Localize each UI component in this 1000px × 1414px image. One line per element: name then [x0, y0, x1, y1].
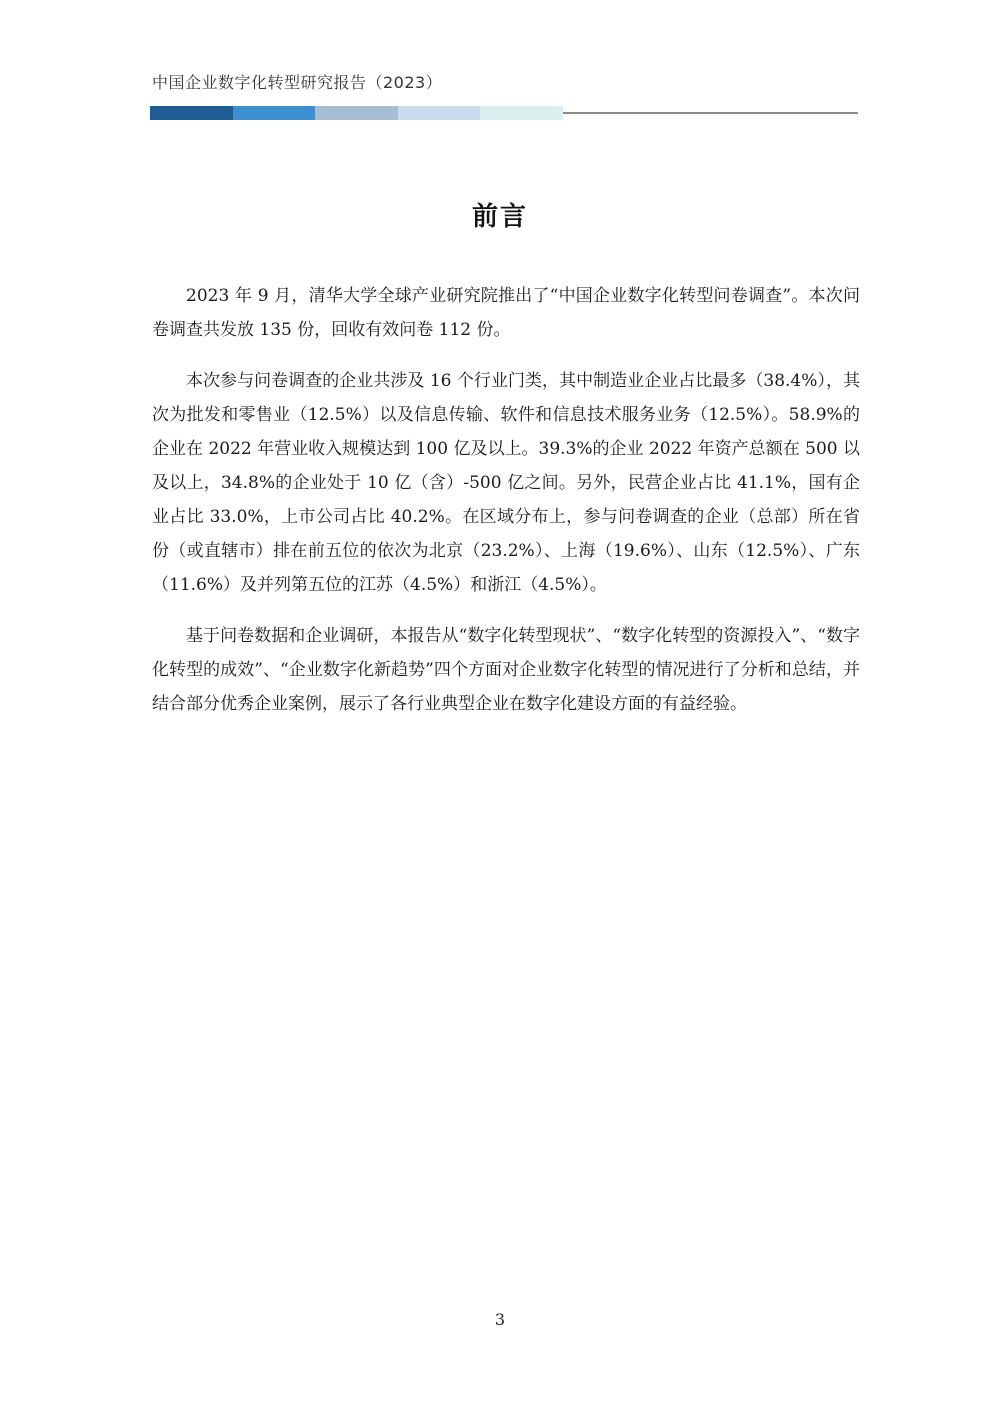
- header-rule-segment-2: [233, 106, 315, 120]
- body-text: [152, 279, 860, 738]
- paragraph-survey-demographics: 本次参与问卷调查的企业共涉及 16 个行业门类，其中制造业企业占比最多（38.4%），其次为批发和零售业（12.5%）以及信息传输、软件和信息技术服务业务（12.5%）。58.9%的企业在 2022 年营业收入规模达到 100 亿及以上。39.3%的企业 2022 年资产总额在 500 以及以上，34.8%的企业处于 10 亿（含）-500 亿之间。另外，民营企业占比 41.1%，国有企业占比 33.0%，上市公司占比 40.2%。在区域分布上，参与问卷调查的企业（总部）所在省份（或直辖市）排在前五位的依次为北京（23.2%）、上海（19.6%）、山东（12.5%）、广东（11.6%）及并列第五位的江苏（4.5%）和浙江（4.5%）。: [152, 371, 860, 595]
- running-header-title: 中国企业数字化转型研究报告（2023）: [152, 73, 443, 92]
- header-rule-segment-1: [150, 106, 233, 120]
- page-number: 3: [494, 1310, 506, 1329]
- header-rule-segment-5: [480, 106, 563, 120]
- page-title: 前言: [471, 202, 528, 232]
- header-rule-segment-3: [315, 106, 398, 120]
- paragraph-report-scope: 基于问卷数据和企业调研，本报告从“数字化转型现状”、“数字化转型的资源投入”、“数字化转型的成效”、“企业数字化新趋势”四个方面对企业数字化转型的情况进行了分析和总结，并结合部分优秀企业案例，展示了各行业典型企业在数字化建设方面的有益经验。: [152, 626, 860, 714]
- header-rule-segment-4: [398, 106, 480, 120]
- header-color-rule: [150, 106, 858, 120]
- header-rule-thin-line: [563, 112, 858, 114]
- paragraph-survey-intro: 2023 年 9 月，清华大学全球产业研究院推出了“中国企业数字化转型问卷调查”。本次问卷调查共发放 135 份，回收有效问卷 112 份。: [152, 286, 860, 340]
